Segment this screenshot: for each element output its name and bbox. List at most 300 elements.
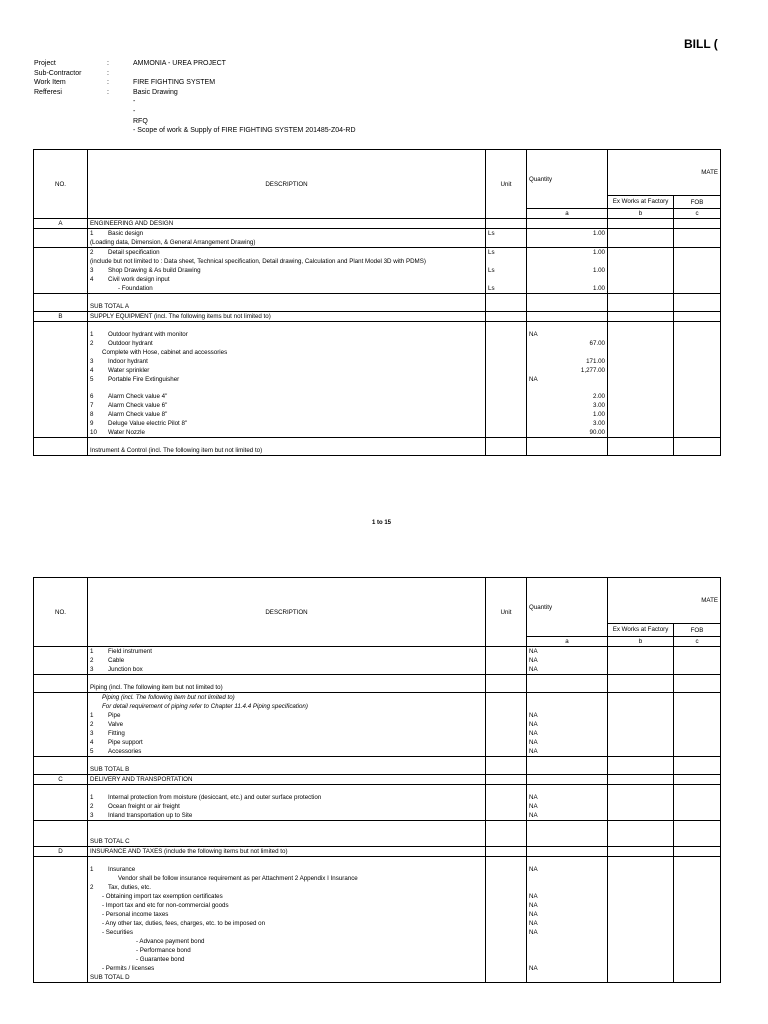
row-quantity-cell (527, 675, 608, 684)
row-exworks-cell (608, 847, 674, 857)
row-quantity-cell: NA (527, 919, 608, 928)
col-unit-header: Unit (486, 578, 527, 647)
row-quantity-cell: NA (527, 802, 608, 811)
row-unit-cell (486, 348, 527, 357)
row-exworks-cell (608, 446, 674, 456)
row-quantity-cell (527, 446, 608, 456)
table-row (34, 384, 721, 392)
item-description: Complete with Hose, cabinet and accessories (102, 349, 228, 356)
item-description: - Performance bond (136, 947, 191, 954)
row-description-cell (88, 375, 486, 384)
table-row (34, 683, 721, 693)
row-unit-cell (486, 275, 527, 284)
row-exworks-cell (608, 675, 674, 684)
header-colon (107, 117, 133, 127)
row-exworks-cell (608, 219, 674, 229)
row-fob-cell (674, 665, 721, 675)
row-exworks-cell (608, 322, 674, 331)
table-row (34, 738, 721, 747)
row-no-cell (34, 883, 88, 892)
row-quantity-cell (527, 757, 608, 766)
col-description-header: DESCRIPTION (88, 578, 486, 647)
row-fob-cell (674, 401, 721, 410)
row-unit-cell (486, 775, 527, 785)
table-row (34, 729, 721, 738)
row-no-cell (34, 711, 88, 720)
header-label (34, 97, 107, 107)
item-description: Instrument & Control (incl. The following item but not limited to) (90, 447, 263, 454)
row-no-cell (34, 366, 88, 375)
row-no-cell (34, 693, 88, 703)
col-exworks-header: Ex Works at Factory (608, 196, 674, 209)
row-exworks-cell (608, 656, 674, 665)
row-exworks-cell (608, 729, 674, 738)
row-fob-cell (674, 330, 721, 339)
row-description-cell (88, 785, 486, 794)
row-fob-cell (674, 312, 721, 322)
row-unit-cell (486, 910, 527, 919)
row-exworks-cell (608, 238, 674, 248)
row-unit-cell (486, 257, 527, 266)
row-exworks-cell (608, 738, 674, 747)
header-label: Refferesi (34, 88, 62, 96)
row-description-cell (88, 711, 486, 720)
table-row (34, 339, 721, 348)
row-fob-cell (674, 348, 721, 357)
row-exworks-cell (608, 384, 674, 392)
table-row (34, 647, 721, 657)
header-row (34, 78, 356, 88)
row-description-cell (88, 665, 486, 675)
row-description-cell (88, 757, 486, 766)
row-description-cell (88, 675, 486, 684)
table-row (34, 793, 721, 802)
row-exworks-cell (608, 865, 674, 874)
row-no-cell (34, 955, 88, 964)
row-no-cell (34, 821, 88, 830)
row-unit-cell (486, 919, 527, 928)
col-fob-header: FOB (674, 196, 721, 209)
row-no-cell (34, 757, 88, 766)
item-description: Accessories (108, 748, 142, 755)
row-quantity-cell (527, 775, 608, 785)
row-fob-cell (674, 757, 721, 766)
row-quantity-cell: 90.00 (527, 428, 608, 438)
row-description-cell (88, 248, 486, 258)
item-number: 4 (90, 367, 94, 374)
col-description-header: DESCRIPTION (88, 150, 486, 219)
item-number: 5 (90, 748, 94, 755)
row-fob-cell (674, 829, 721, 837)
row-description-cell (88, 647, 486, 657)
row-fob-cell (674, 384, 721, 392)
row-description-cell (88, 693, 486, 703)
row-fob-cell (674, 837, 721, 847)
row-description-cell (88, 811, 486, 821)
item-description: Cable (108, 657, 125, 664)
row-fob-cell (674, 419, 721, 428)
row-fob-cell (674, 928, 721, 937)
row-quantity-cell (527, 883, 608, 892)
row-fob-cell (674, 729, 721, 738)
row-exworks-cell (608, 747, 674, 757)
table-row (34, 937, 721, 946)
row-fob-cell (674, 366, 721, 375)
row-exworks-cell (608, 937, 674, 946)
row-fob-cell (674, 892, 721, 901)
row-unit-cell (486, 955, 527, 964)
row-exworks-cell (608, 330, 674, 339)
table-row (34, 964, 721, 973)
item-description: - Permits / licenses (102, 965, 155, 972)
row-no-cell (34, 419, 88, 428)
item-description: For detail requirement of piping refer to Chapter 11.4.4 Piping specification) (102, 703, 308, 710)
row-description-cell (88, 928, 486, 937)
row-exworks-cell (608, 857, 674, 866)
item-description: Piping (incl. The following item but not limited to) (90, 684, 223, 691)
row-fob-cell (674, 683, 721, 693)
row-exworks-cell (608, 366, 674, 375)
row-exworks-cell (608, 266, 674, 275)
row-quantity-cell (527, 702, 608, 711)
header-row (34, 126, 356, 136)
row-fob-cell (674, 410, 721, 419)
header-colon: : (107, 79, 109, 87)
row-quantity-cell (527, 322, 608, 331)
header-row (34, 69, 356, 79)
section-row (34, 775, 721, 785)
row-exworks-cell (608, 339, 674, 348)
row-fob-cell (674, 656, 721, 665)
row-quantity-cell (527, 829, 608, 837)
row-fob-cell (674, 294, 721, 303)
table-row (34, 928, 721, 937)
item-description: Detail specification (108, 249, 160, 256)
row-fob-cell (674, 339, 721, 348)
row-unit-cell (486, 874, 527, 883)
table-row (34, 765, 721, 775)
row-fob-cell (674, 446, 721, 456)
row-unit-cell (486, 821, 527, 830)
row-quantity-cell (527, 857, 608, 866)
row-quantity-cell: NA (527, 711, 608, 720)
row-no-cell (34, 837, 88, 847)
item-number: 3 (90, 267, 94, 274)
row-description-cell (88, 937, 486, 946)
row-exworks-cell (608, 375, 674, 384)
row-fob-cell (674, 428, 721, 438)
row-quantity-cell (527, 821, 608, 830)
row-no-cell (34, 656, 88, 665)
row-unit-cell (486, 294, 527, 303)
row-description-cell (88, 747, 486, 757)
row-exworks-cell (608, 757, 674, 766)
row-fob-cell (674, 937, 721, 946)
row-no-cell (34, 683, 88, 693)
table-row (34, 294, 721, 303)
table-row (34, 892, 721, 901)
item-description: ENGINEERING AND DESIGN (90, 220, 174, 227)
item-description: SUB TOTAL A (90, 303, 129, 310)
table-row (34, 829, 721, 837)
row-fob-cell (674, 946, 721, 955)
row-no-cell (34, 946, 88, 955)
table-row (34, 302, 721, 312)
item-description: - Import tax and etc for non-commercial goods (102, 902, 229, 909)
row-exworks-cell (608, 793, 674, 802)
row-quantity-cell: NA (527, 738, 608, 747)
table-row (34, 229, 721, 239)
table-row (34, 665, 721, 675)
item-number: 1 (90, 866, 94, 873)
row-no-cell (34, 857, 88, 866)
row-no-cell (34, 675, 88, 684)
row-quantity-cell (527, 294, 608, 303)
col-exworks-header: Ex Works at Factory (608, 624, 674, 637)
item-description: SUB TOTAL B (90, 766, 130, 773)
row-exworks-cell (608, 693, 674, 703)
col-material-header: MATE (608, 150, 721, 196)
table-row (34, 428, 721, 438)
table-row (34, 284, 721, 294)
header-value: AMMONIA - UREA PROJECT (133, 60, 226, 67)
row-no-cell (34, 302, 88, 312)
row-fob-cell (674, 711, 721, 720)
item-description: Fitting (108, 730, 125, 737)
row-exworks-cell (608, 401, 674, 410)
header-row (34, 88, 356, 98)
row-description-cell (88, 348, 486, 357)
row-description-cell (88, 428, 486, 438)
row-quantity-cell (527, 312, 608, 322)
row-no-cell (34, 811, 88, 821)
table-row (34, 785, 721, 794)
row-quantity-cell: NA (527, 747, 608, 757)
item-description: Insurance (108, 866, 136, 873)
row-fob-cell (674, 802, 721, 811)
row-quantity-cell (527, 973, 608, 983)
item-description: Indoor hydrant (108, 358, 148, 365)
item-number: 2 (90, 803, 94, 810)
table-header-row (34, 578, 721, 624)
table-row (34, 747, 721, 757)
row-unit-cell (486, 238, 527, 248)
row-unit-cell (486, 647, 527, 657)
row-quantity-cell (527, 302, 608, 312)
row-description-cell (88, 821, 486, 830)
table-row (34, 837, 721, 847)
row-no-cell (34, 410, 88, 419)
row-description-cell (88, 284, 486, 294)
header-row (34, 59, 356, 69)
row-fob-cell (674, 811, 721, 821)
row-unit-cell (486, 901, 527, 910)
row-no-cell (34, 802, 88, 811)
table-row (34, 955, 721, 964)
row-unit-cell: Ls (486, 284, 527, 294)
row-unit-cell (486, 747, 527, 757)
row-description-cell (88, 266, 486, 275)
row-no-cell (34, 446, 88, 456)
row-quantity-cell: 1.00 (527, 248, 608, 258)
item-description: - Securities (102, 929, 133, 936)
row-description-cell (88, 946, 486, 955)
row-fob-cell (674, 847, 721, 857)
row-quantity-cell: 1.00 (527, 229, 608, 239)
header-colon (107, 97, 136, 107)
row-no-cell (34, 266, 88, 275)
item-number: 9 (90, 420, 94, 427)
row-description-cell (88, 720, 486, 729)
row-unit-cell (486, 330, 527, 339)
header-value: FIRE FIGHTING SYSTEM (133, 79, 216, 87)
header-label (34, 117, 107, 127)
row-exworks-cell (608, 392, 674, 401)
row-no-cell (34, 392, 88, 401)
item-number: 3 (90, 666, 94, 673)
bill-table-page-2 (33, 577, 721, 983)
table-row (34, 419, 721, 428)
row-quantity-cell: 171.00 (527, 357, 608, 366)
item-description: (Loading data, Dimension, & General Arrangement Drawing) (90, 239, 256, 246)
table-header-row (34, 150, 721, 196)
row-unit-cell (486, 765, 527, 775)
row-unit-cell (486, 802, 527, 811)
row-unit-cell (486, 847, 527, 857)
document-header (34, 59, 356, 136)
row-description-cell (88, 312, 486, 322)
row-exworks-cell (608, 312, 674, 322)
table-row (34, 821, 721, 830)
row-fob-cell (674, 438, 721, 447)
row-description-cell (88, 294, 486, 303)
row-quantity-cell: NA (527, 793, 608, 802)
row-quantity-cell (527, 257, 608, 266)
row-no-cell: D (34, 847, 88, 857)
item-description: Piping (incl. The following item but not limited to) (102, 694, 235, 701)
row-unit-cell (486, 339, 527, 348)
item-number: 8 (90, 411, 94, 418)
col-quantity-header: Quantity (527, 150, 608, 209)
item-number: 3 (90, 358, 94, 365)
row-unit-cell (486, 384, 527, 392)
row-quantity-cell: NA (527, 928, 608, 937)
table-row (34, 366, 721, 375)
row-fob-cell (674, 775, 721, 785)
row-unit-cell (486, 829, 527, 837)
item-description: Junction box (108, 666, 143, 673)
row-exworks-cell (608, 874, 674, 883)
row-quantity-cell: 1.00 (527, 266, 608, 275)
row-exworks-cell (608, 901, 674, 910)
row-unit-cell (486, 366, 527, 375)
row-fob-cell (674, 720, 721, 729)
row-quantity-cell: 67.00 (527, 339, 608, 348)
row-fob-cell (674, 229, 721, 239)
row-unit-cell (486, 322, 527, 331)
row-unit-cell (486, 793, 527, 802)
row-quantity-cell: 1.00 (527, 284, 608, 294)
row-fob-cell (674, 883, 721, 892)
header-label (34, 126, 107, 136)
row-fob-cell (674, 793, 721, 802)
row-fob-cell (674, 647, 721, 657)
row-exworks-cell (608, 973, 674, 983)
item-number: 1 (90, 230, 94, 237)
item-description: Ocean freight or air freight (108, 803, 180, 810)
table-row (34, 357, 721, 366)
item-description: Shop Drawing & As build Drawing (108, 267, 201, 274)
row-exworks-cell (608, 928, 674, 937)
table-row (34, 865, 721, 874)
table-row (34, 883, 721, 892)
row-exworks-cell (608, 438, 674, 447)
row-fob-cell (674, 702, 721, 711)
row-quantity-cell (527, 683, 608, 693)
item-description: - Guarantee bond (136, 956, 185, 963)
row-description-cell (88, 874, 486, 883)
item-number: 4 (90, 739, 94, 746)
table-row (34, 693, 721, 703)
row-unit-cell (486, 928, 527, 937)
row-fob-cell (674, 747, 721, 757)
row-exworks-cell (608, 428, 674, 438)
row-unit-cell (486, 375, 527, 384)
row-quantity-cell (527, 874, 608, 883)
row-quantity-cell: NA (527, 375, 608, 384)
table-row (34, 656, 721, 665)
table-row (34, 330, 721, 339)
row-quantity-cell: NA (527, 647, 608, 657)
row-no-cell (34, 747, 88, 757)
row-no-cell (34, 973, 88, 983)
row-exworks-cell (608, 720, 674, 729)
col-quantity-header: Quantity (527, 578, 608, 637)
item-description: SUPPLY EQUIPMENT (incl. The following items but not limited to) (90, 313, 271, 320)
row-no-cell (34, 357, 88, 366)
row-no-cell (34, 738, 88, 747)
row-unit-cell (486, 428, 527, 438)
row-unit-cell (486, 892, 527, 901)
item-description: - Any other tax, duties, fees, charges, etc. to be imposed on (102, 920, 266, 927)
header-colon: : (107, 69, 109, 77)
row-exworks-cell (608, 892, 674, 901)
row-unit-cell (486, 675, 527, 684)
row-quantity-cell: NA (527, 729, 608, 738)
header-label: Sub-Contractor (34, 69, 82, 77)
row-quantity-cell (527, 238, 608, 248)
item-number: 5 (90, 376, 94, 383)
row-exworks-cell (608, 964, 674, 973)
row-description-cell (88, 955, 486, 964)
row-unit-cell (486, 757, 527, 766)
row-no-cell (34, 928, 88, 937)
row-fob-cell (674, 302, 721, 312)
row-exworks-cell (608, 955, 674, 964)
row-quantity-cell: NA (527, 892, 608, 901)
row-fob-cell (674, 765, 721, 775)
row-exworks-cell (608, 248, 674, 258)
row-no-cell (34, 702, 88, 711)
row-quantity-cell (527, 955, 608, 964)
row-no-cell: A (34, 219, 88, 229)
table-row (34, 702, 721, 711)
row-quantity-cell: NA (527, 720, 608, 729)
row-no-cell (34, 937, 88, 946)
section-row (34, 847, 721, 857)
col-material-header: MATE (608, 578, 721, 624)
row-fob-cell (674, 693, 721, 703)
